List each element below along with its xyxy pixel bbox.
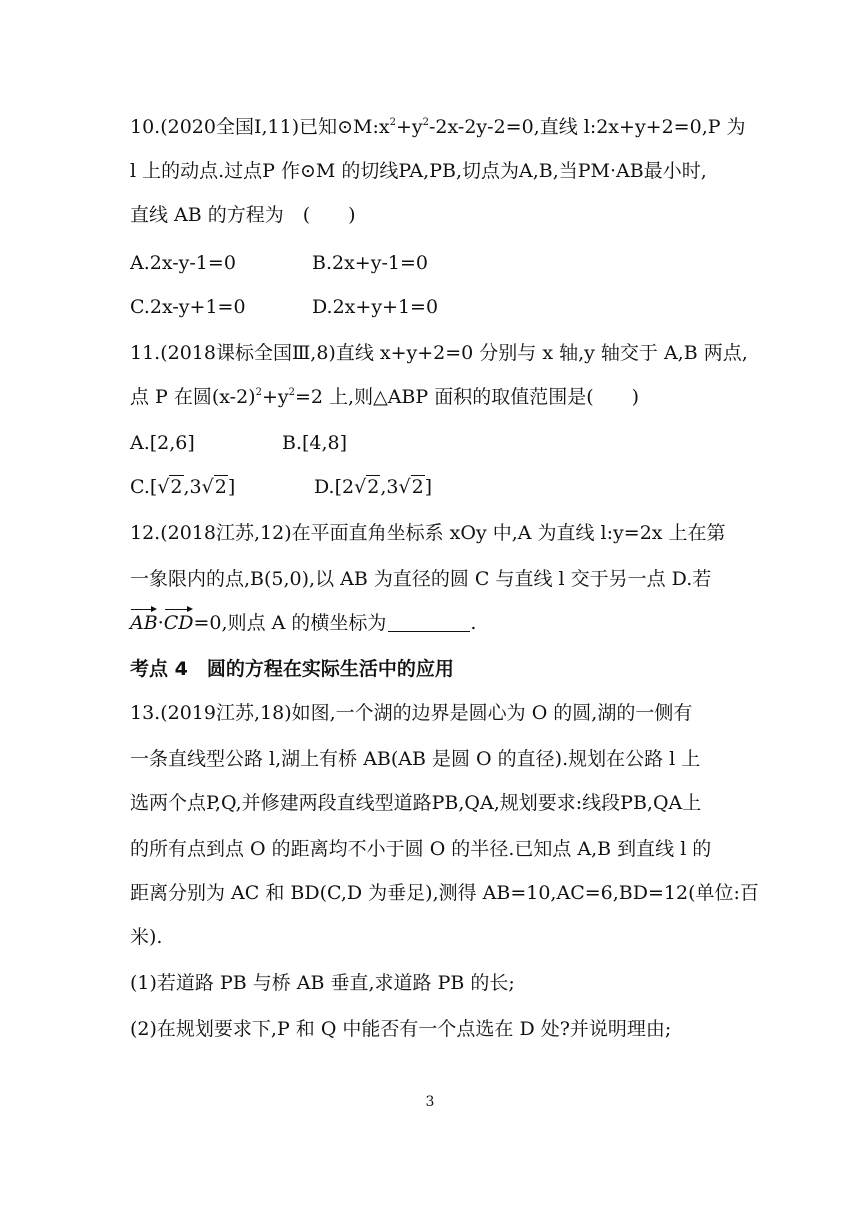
option-text: ,3: [380, 476, 399, 498]
sqrt-symbol: √: [157, 476, 170, 498]
q10-line-2: l 上的动点.过点P 作⊙M 的切线PA,PB,切点为A,B,当PM·AB最小时,: [130, 160, 707, 182]
q10-option-d: D.2x+y+1=0: [312, 296, 439, 318]
q10-option-b: B.2x+y-1=0: [312, 252, 428, 274]
radicand: 2: [367, 476, 380, 498]
q12-line-3: [130, 608, 476, 638]
option-text: ]: [227, 476, 236, 498]
vector-ab: AB: [130, 608, 158, 638]
q10-text: -2x-2y-2=0,直线 l:2x+y+2=0,P 为: [429, 116, 746, 138]
q13-line-4: 的所有点到点 O 的距离均不小于圆 O 的半径.已知点 A,B 到直线 l 的: [130, 838, 712, 860]
q11-line-1: 11.(2018课标全国Ⅲ,8)直线 x+y+2=0 分别与 x 轴,y 轴交于 A,B 两点,: [130, 342, 748, 364]
q12-line-2: 一象限内的点,B(5,0),以 AB 为直径的圆 C 与直线 l 交于另一点 D.若: [130, 568, 712, 590]
q10-options-row-2: [130, 292, 730, 322]
q11-option-a: A.[2,6]: [130, 432, 195, 454]
q11-text: =2 上,则△ABP 面积的取值范围是( ): [295, 386, 640, 408]
vector-cd: CD: [164, 608, 194, 638]
sqrt-symbol: √: [201, 476, 214, 498]
q13-line-2: 一条直线型公路 l,湖上有桥 AB(AB 是圆 O 的直径).规划在公路 l 上: [130, 748, 701, 770]
page-number: 3: [425, 1094, 435, 1110]
q11-text: 点 P 在圆(x-2): [130, 386, 256, 408]
exponent: 2: [255, 387, 262, 398]
option-text: D.[2: [314, 476, 355, 498]
q13-line-5: 距离分别为 AC 和 BD(C,D 为垂足),测得 AB=10,AC=6,BD=12(单位:百: [130, 882, 759, 904]
q12-text: =0,则点 A 的横坐标为: [193, 612, 387, 634]
q11-options-row-2: [130, 472, 730, 502]
section-heading: 考点 4 圆的方程在实际生活中的应用: [130, 658, 454, 680]
q11-text: +y: [261, 386, 289, 408]
q10-option-c: C.2x-y+1=0: [130, 296, 246, 318]
radicand: 2: [411, 476, 424, 498]
option-text: C.[: [130, 476, 158, 498]
q13-part-2: (2)在规划要求下,P 和 Q 中能否有一个点选在 D 处?并说明理由;: [130, 1018, 672, 1040]
radicand: 2: [170, 476, 183, 498]
radicand: 2: [214, 476, 227, 498]
exponent: 2: [422, 117, 430, 128]
q12-line-1: 12.(2018江苏,12)在平面直角坐标系 xOy 中,A 为直线 l:y=2x 上在第: [130, 522, 726, 544]
q13-part-1: (1)若道路 PB 与桥 AB 垂直,求道路 PB 的长;: [130, 972, 515, 994]
sqrt-symbol: √: [398, 476, 411, 498]
q10-line-1: [130, 112, 746, 142]
q10-text: +y: [395, 116, 423, 138]
q11-option-b: B.[4,8]: [282, 432, 348, 454]
q13-line-6: 米).: [130, 926, 163, 948]
answer-blank: [388, 611, 470, 632]
q12-text: .: [470, 612, 477, 634]
q11-line-2: [130, 382, 639, 412]
option-text: ]: [424, 476, 433, 498]
option-text: ,3: [183, 476, 202, 498]
dot-operator: ·: [157, 612, 164, 634]
q10-line-3: 直线 AB 的方程为 ( ): [130, 204, 356, 226]
q10-option-a: A.2x-y-1=0: [130, 252, 236, 274]
q13-line-1: 13.(2019江苏,18)如图,一个湖的边界是圆心为 O 的圆,湖的一侧有: [130, 702, 693, 724]
sqrt-symbol: √: [354, 476, 367, 498]
q10-text: 10.(2020全国Ⅰ,11)已知⊙M:x: [130, 116, 390, 138]
q11-options-row-1: [130, 428, 730, 458]
q11-option-d: [314, 472, 432, 502]
q13-line-3: 选两个点P,Q,并修建两段直线型道路PB,QA,规划要求:线段PB,QA上: [130, 792, 702, 814]
exponent: 2: [389, 117, 396, 128]
q11-option-c: [130, 472, 235, 502]
exponent: 2: [288, 387, 295, 398]
q10-options-row-1: [130, 248, 730, 278]
